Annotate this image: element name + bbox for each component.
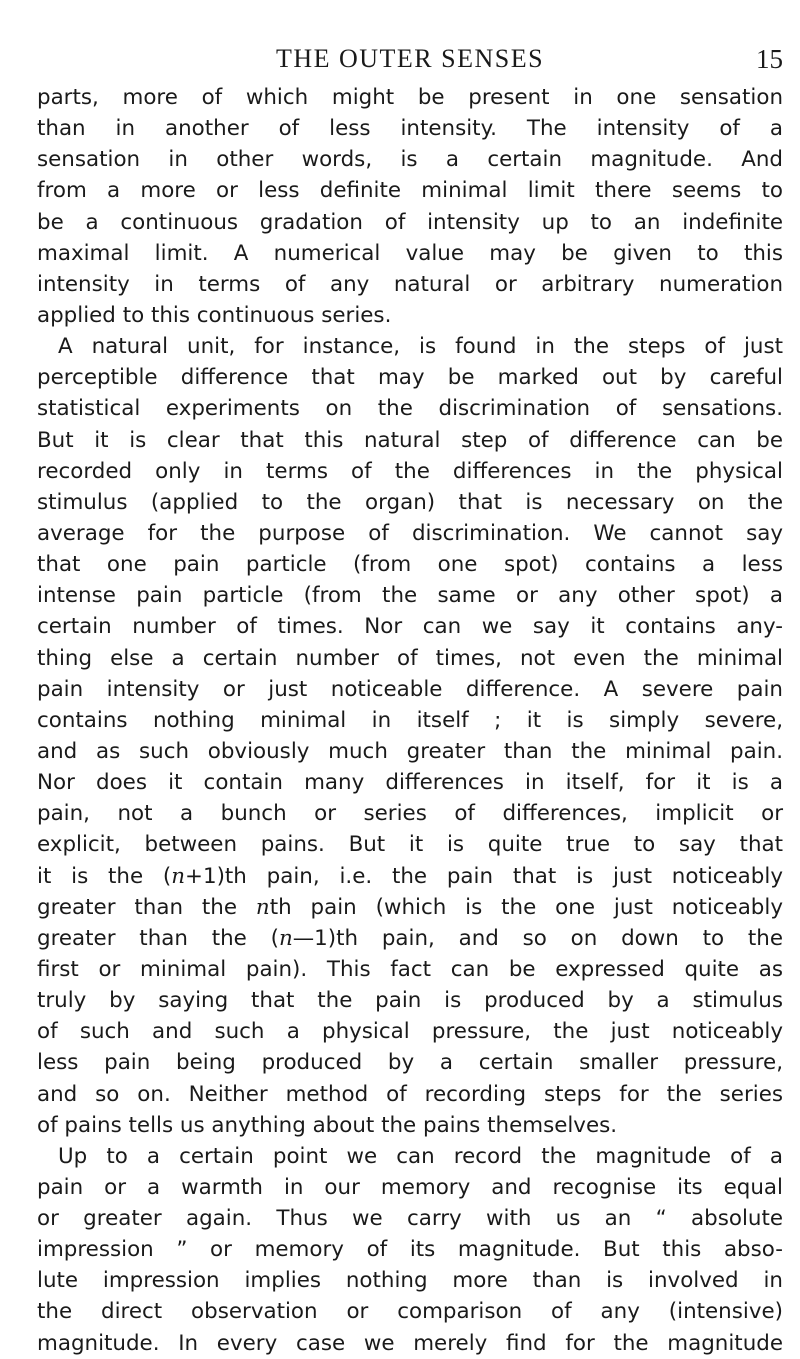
text-line: statistical experiments on the discrimination of sensations.: [37, 396, 783, 422]
text-line: or greater again. Thus we carry with us an “ absolute: [37, 1206, 783, 1232]
text-line: truly by saying that the pain is produced by a stimulus: [37, 988, 783, 1014]
text-line: thing else a certain number of times, not even the minimal: [37, 645, 783, 671]
page-number: 15: [756, 44, 783, 74]
text-line: of pains tells us anything about the pains themselves.: [37, 1112, 618, 1138]
text-line: explicit, between pains. But it is quite true to say that: [37, 832, 783, 858]
text-line: and so on. Neither method of recording steps for the series: [37, 1081, 783, 1107]
book-page: [37, 0, 783, 1356]
text-line: the direct observation or comparison of any (intensive): [37, 1299, 783, 1325]
text-line: But it is clear that this natural step of difference can be: [37, 427, 783, 453]
text-line: stimulus (applied to the organ) that is necessary on the: [37, 489, 783, 515]
text-line: A natural unit, for instance, is found in the steps of just: [58, 334, 783, 360]
text-line: from a more or less definite minimal limit there seems to: [37, 178, 783, 204]
text-line: applied to this continuous series.: [37, 302, 392, 328]
text-line: certain number of times. Nor can we say it contains any-: [37, 614, 783, 640]
text-line: pain or a warmth in our memory and recognise its equal: [37, 1174, 783, 1200]
text-line: first or minimal pain). This fact can be expressed quite as: [37, 956, 783, 982]
text-line: lute impression implies nothing more than is involved in: [37, 1268, 783, 1294]
text-line: contains nothing minimal in itself ; it is simply severe,: [37, 707, 783, 733]
text-line: sensation in other words, is a certain magnitude. And: [37, 147, 783, 173]
running-head: [37, 39, 783, 79]
text-line: pain intensity or just noticeable difference. A severe pain: [37, 676, 783, 702]
text-line: greater than the nth pain (which is the one just noticeably: [37, 894, 783, 920]
text-line: Up to a certain point we can record the magnitude of a: [58, 1143, 783, 1169]
running-title: THE OUTER SENSES: [275, 44, 545, 73]
text-line: recorded only in terms of the differences in the physical: [37, 458, 783, 484]
text-line: parts, more of which might be present in one sensation: [37, 85, 783, 110]
text-line: magnitude. In every case we merely find for the magnitude: [37, 1330, 783, 1356]
text-line: and as such obviously much greater than the minimal pain.: [37, 738, 783, 764]
text-line: of such and such a physical pressure, the just noticeably: [37, 1019, 783, 1045]
text-line: it is the (n+1)th pain, i.e. the pain that is just noticeably: [37, 863, 783, 889]
text-line: intense pain particle (from the same or any other spot) a: [37, 583, 783, 609]
text-line: impression ” or memory of its magnitude. But this abso-: [37, 1237, 783, 1263]
text-line: pain, not a bunch or series of differences, implicit or: [37, 801, 783, 827]
body-text: [37, 82, 783, 1359]
text-line: intensity in terms of any natural or arbitrary numeration: [37, 271, 783, 297]
text-line: average for the purpose of discrimination. We cannot say: [37, 520, 783, 546]
text-line: Nor does it contain many differences in itself, for it is a: [37, 770, 783, 796]
text-line: than in another of less intensity. The intensity of a: [37, 116, 783, 142]
text-line: perceptible difference that may be marked out by careful: [37, 365, 783, 391]
text-line: less pain being produced by a certain smaller pressure,: [37, 1050, 783, 1076]
text-line: maximal limit. A numerical value may be given to this: [37, 240, 783, 266]
text-line: be a continuous gradation of intensity up to an indefinite: [37, 209, 783, 235]
text-line: that one pain particle (from one spot) contains a less: [37, 552, 783, 578]
text-line: greater than the (n—1)th pain, and so on down to the: [37, 925, 783, 951]
